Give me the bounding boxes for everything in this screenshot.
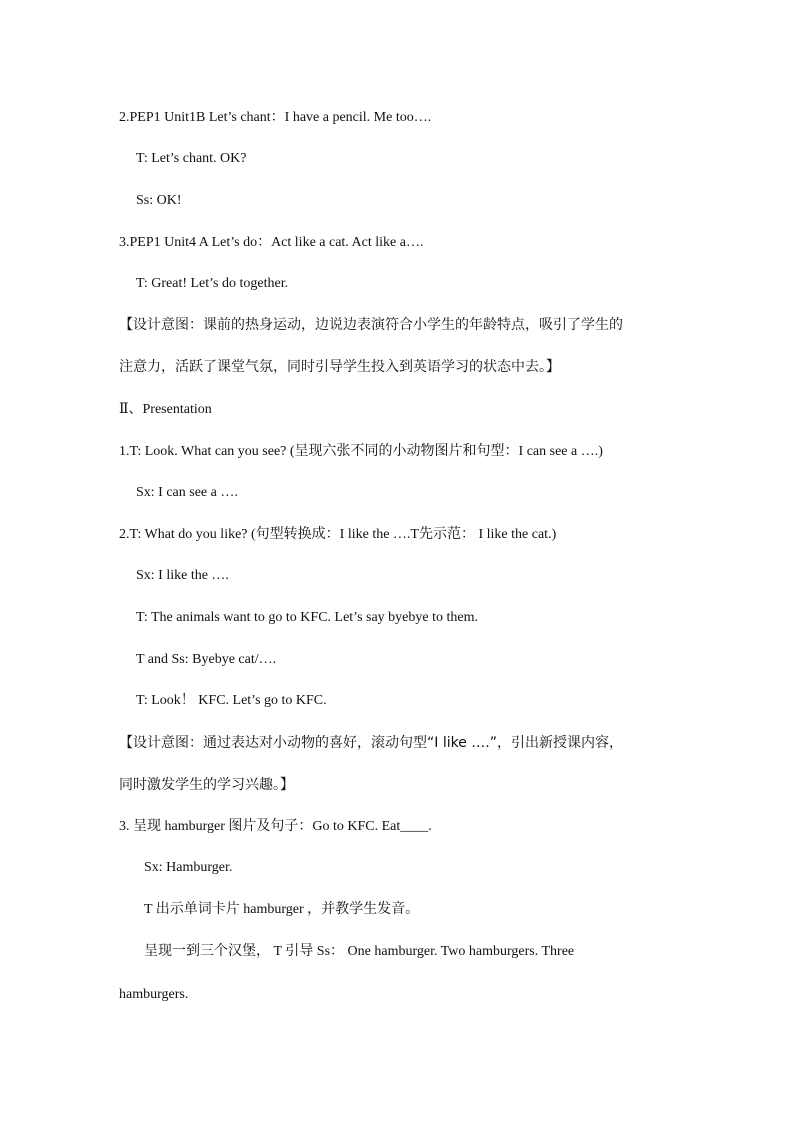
dialogue-teacher-great: T: Great! Let’s do together. [136, 276, 289, 291]
dialogue-students-see: Sx: I can see a …. [136, 485, 238, 500]
teacher-counting-hamburgers-continued: hamburgers. [119, 987, 189, 1002]
presentation-step-1: 1.T: Look. What can you see? (呈现六张不同的小动物图片和句型：I can see a ….) [119, 444, 603, 459]
teacher-counting-hamburgers: 呈现一到三个汉堡， T 引导 Ss： One hamburger. Two hamburgers. Three [144, 944, 575, 959]
dialogue-teacher-chant: T: Let’s chant. OK? [136, 151, 247, 166]
design-intent-2-line-1: 【设计意图：通过表达对小动物的喜好，滚动句型“I like ….”，引出新授课内容， [119, 735, 623, 751]
section-heading-presentation: Ⅱ、Presentation [119, 402, 212, 417]
dialogue-teacher-animals: T: The animals want to go to KFC. Let’s say byebye to them. [136, 610, 478, 625]
dialogue-students-hamburger: Sx: Hamburger. [144, 860, 233, 875]
teacher-word-card: T 出示单词卡片 hamburger ，并教学生发音。 [144, 902, 420, 917]
step-2-chant: 2.PEP1 Unit1B Let’s chant：I have a pencil. Me too…. [119, 110, 432, 125]
presentation-step-3: 3. 呈现 hamburger 图片及句子：Go to KFC. Eat____. [119, 819, 432, 834]
dialogue-byebye: T and Ss: Byebye cat/…. [136, 652, 277, 667]
dialogue-students-like: Sx: I like the …. [136, 568, 229, 583]
presentation-step-2: 2.T: What do you like? (句型转换成：I like the ….T先示范： I like the cat.) [119, 527, 557, 542]
design-intent-1-line-2: 注意力，活跃了课堂气氛，同时引导学生投入到英语学习的状态中去。】 [119, 359, 560, 375]
step-3-lets-do: 3.PEP1 Unit4 A Let’s do：Act like a cat. Act like a…. [119, 235, 424, 250]
dialogue-teacher-kfc: T: Look！ KFC. Let’s go to KFC. [136, 693, 327, 708]
dialogue-students-ok: Ss: OK! [136, 193, 182, 208]
design-intent-1-line-1: 【设计意图：课前的热身运动，边说边表演符合小学生的年龄特点，吸引了学生的 [119, 317, 623, 333]
design-intent-2-line-2: 同时激发学生的学习兴趣。】 [119, 777, 294, 793]
